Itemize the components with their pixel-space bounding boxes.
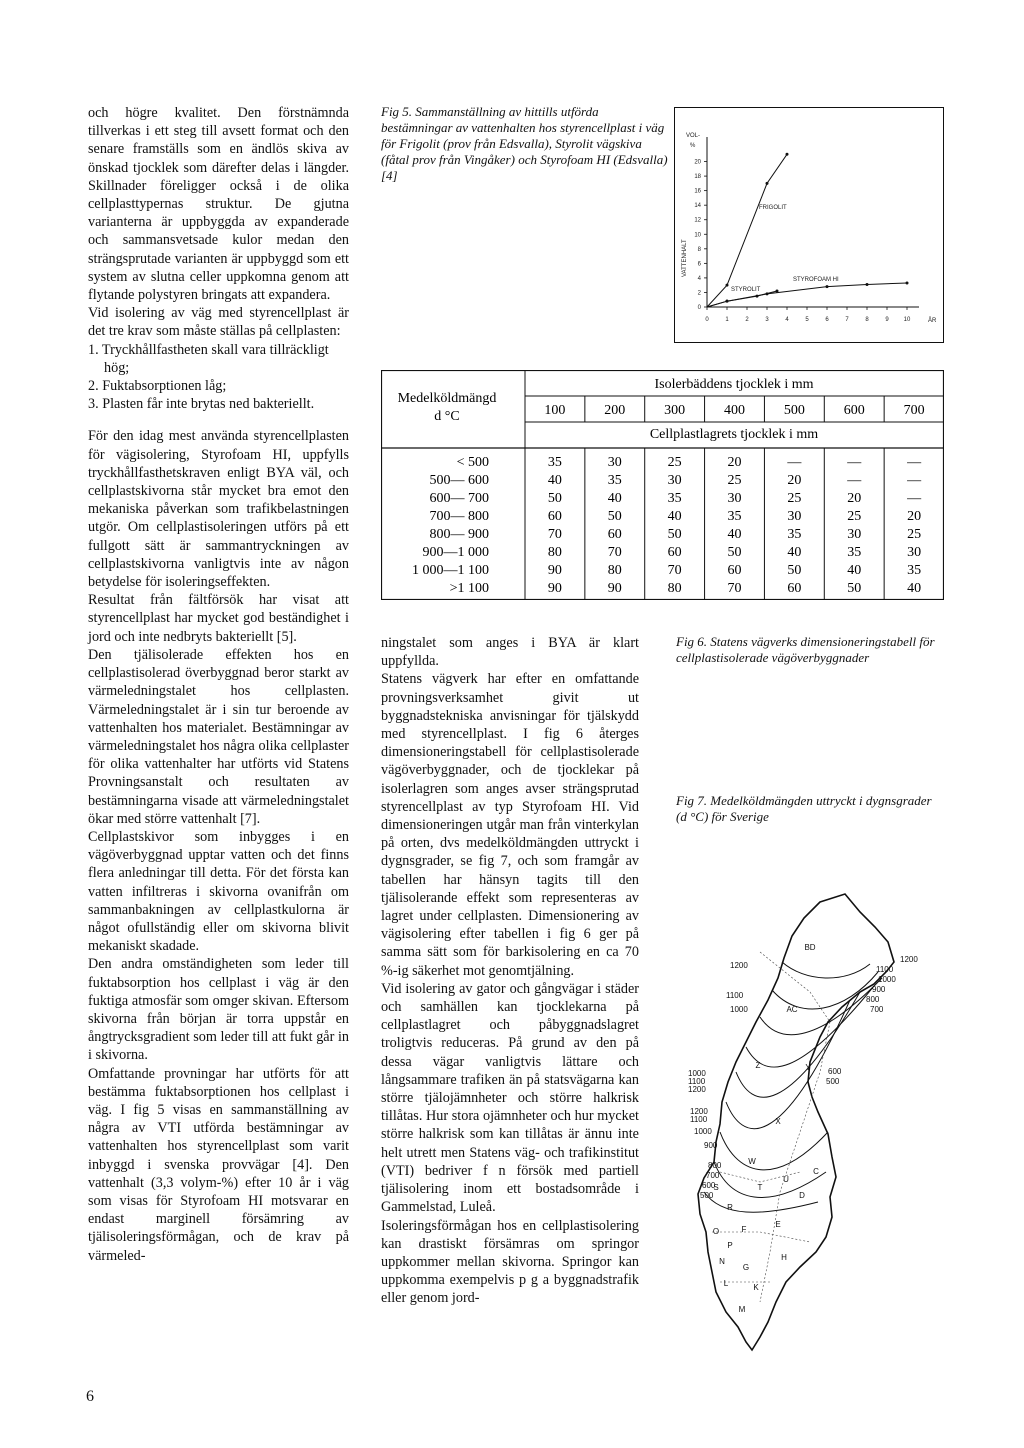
- y-axis-label: VATTENHALT: [682, 239, 688, 277]
- column-header: 700: [903, 403, 925, 418]
- paragraph: Resultat från fältförsök har visat att styrencellplast har mycket god beständighet i jord och inte nedbryts bakteriellt [5].: [88, 592, 349, 645]
- paragraph: Vid isolering av väg med styrencellplast är det tre krav som måste ställas på cellplasten:: [88, 305, 349, 340]
- x-axis-unit: ÅR: [928, 318, 937, 324]
- table-cell: 35: [547, 455, 562, 470]
- x-tick-label: 7: [845, 317, 849, 323]
- isoline-label: 1000: [878, 975, 896, 984]
- table-cell: 80: [547, 545, 562, 560]
- isoline-label: 800: [866, 995, 880, 1004]
- data-point: [776, 290, 779, 293]
- row-label: 600— 700: [429, 491, 489, 506]
- table-cell: 50: [727, 545, 742, 560]
- table-cell: —: [907, 455, 922, 470]
- isoline-label: 1100: [690, 1115, 708, 1124]
- table-cell: 70: [727, 581, 742, 596]
- table-cell: 40: [727, 527, 742, 542]
- isoline-label: 900: [872, 985, 886, 994]
- region-label: P: [727, 1241, 733, 1250]
- row-label: 700— 800: [429, 509, 489, 524]
- row-label: 800— 900: [429, 527, 489, 542]
- table-cell: 35: [667, 491, 682, 506]
- table-cell: —: [907, 473, 922, 488]
- left-column: [88, 104, 349, 1265]
- isoline-label: 1000: [694, 1127, 712, 1136]
- paragraph: Omfattande provningar har utförts för att bestämma fuktabsorptionen hos cellplast i väg. I fig 5 visas en sammanställning av några av VTI utförda bestämningar av vattenhalten hos styrencellplast som varit inbyggd i svenska provvägar [4]. Den vattenhalt (3,3 volym-%) efter 10 år i väg som visas för Styrofoam HI motsvarar en endast marginell försämring av tjälisoleringsförmågan, och de krav på värmeled-: [88, 1065, 349, 1264]
- series-group: [707, 153, 909, 307]
- table-cell: 20: [847, 491, 862, 506]
- column-header: 400: [724, 403, 745, 418]
- paragraph: Den andra omständigheten som leder till fuktabsorption hos cellplast i väg är den fuktiga atmosfär som omger skivan. Eftersom skivorna från början är torra uppstår en ångtrycksgradient som leder till att fukt går in i skivorna.: [88, 956, 349, 1064]
- isoline-label: 1000: [730, 1005, 748, 1014]
- table-cell: 20: [907, 509, 922, 524]
- table-cell: 30: [667, 473, 682, 488]
- data-point: [906, 282, 909, 285]
- table-cell: 35: [607, 473, 622, 488]
- table-cell: 25: [907, 527, 922, 542]
- y-tick-label: 16: [694, 188, 701, 195]
- series-label: STYROLIT: [731, 287, 761, 293]
- table-cell: 60: [787, 581, 802, 596]
- region-label: O: [712, 1227, 720, 1236]
- list-item: 1. Tryckhållfastheten skall vara tillräckligt hög;: [88, 341, 329, 376]
- column-header: 100: [544, 403, 566, 418]
- row-label: 1 000—1 100: [412, 563, 489, 578]
- fig5-caption: Fig 5. Sammanställning av hittills utförda bestämningar av vattenhalten hos styrencellplast i väg för Frigolit (prov från Edsvalla), Styrolit vägskiva (fåtal prov från Vingåker) och Styrofoam HI (Edsvalla) [4]: [381, 104, 668, 183]
- isoline-label: 1200: [688, 1085, 706, 1094]
- table-cell: 40: [547, 473, 562, 488]
- y-tick-label: 6: [697, 261, 701, 268]
- dimensioning-table: [381, 370, 944, 600]
- table-rows: [412, 455, 922, 596]
- tick-group: [694, 160, 911, 323]
- middle-column: [381, 634, 639, 1308]
- y-tick-label: 14: [694, 203, 701, 210]
- data-point: [726, 300, 729, 303]
- x-tick-label: 0: [705, 317, 709, 323]
- table-cell: —: [847, 455, 862, 470]
- column-header: 500: [783, 403, 805, 418]
- x-tick-label: 6: [825, 317, 829, 323]
- column-header: 200: [604, 403, 626, 418]
- y-tick-label: 10: [694, 232, 701, 239]
- isoline-label: 800: [708, 1161, 722, 1170]
- region-label: R: [727, 1203, 733, 1212]
- isoline-label: 1100: [688, 1077, 706, 1086]
- isoline-label: 1100: [876, 965, 894, 974]
- paragraph: Vid isolering av gator och gångvägar i städer och samhällen kan tjocklekarna på cellplastlagret och påbyggnadslagret troligtvis reduceras. På grund av den på dessa vägar vanligtvis lättare och långsammare trafiken än på statsvägarna kan större tjälojämnheter och större halkrisk tillåtas. Hur stora ojämnheter och hur mycket större halkrisk som kan tillåtas är ännu inte helt utrett men Statens väg- och trafikinstitut (VTI) bedriver f n försök med partiell tjälisolering inom ett bostadsområde i Gammelstad, Luleå.: [381, 980, 639, 1216]
- region-label: E: [775, 1220, 781, 1229]
- region-label: M: [738, 1305, 746, 1314]
- region-label: N: [719, 1257, 725, 1266]
- region-label: AC: [786, 1005, 798, 1014]
- column-header: 600: [843, 403, 865, 418]
- row-header-unit: d °C: [434, 409, 460, 424]
- y-tick-label: 4: [697, 275, 701, 282]
- paragraph: Statens vägverk har efter en omfattande provningsverksamhet givit ut byggnadstekniska anvisningar för tjälskydd med styrencellplast. I fig 6 återges dimensioneringstabell för cellplastisolerade vägöverbyggnader, och de tjocklekar på isolerlagren som anges avser strängsprutad styrencellplast av typ Styrofoam HI. Vid dimensioneringen utgår man från vinterkylan på orten, dvs medelköldmängden uttryckt i dygnsgrader, se fig 7, och som framgår av tabellen har hänsyn tagits till den tjälisolerande effekt som representeras av lagret under cellplasten. Dimensionering av vägisolering efter tabellen i fig 6 ger på samma sätt som för barkisolering en ca 70 %-ig säkerhet mot genomtjälning.: [381, 671, 639, 979]
- x-tick-label: 9: [885, 317, 889, 323]
- fig5-chart: [674, 107, 944, 343]
- requirements-list: [88, 341, 349, 414]
- isoline-label: 500: [700, 1191, 714, 1200]
- y-unit-bottom: %: [690, 143, 696, 149]
- region-label: S: [713, 1183, 719, 1192]
- sweden-map: [660, 872, 950, 1362]
- y-tick-label: 2: [697, 290, 701, 297]
- table-cell: 35: [727, 509, 742, 524]
- isoline-label: 1100: [726, 991, 744, 1000]
- region-label: Z: [755, 1061, 761, 1070]
- table-cell: 90: [607, 581, 622, 596]
- fig6-caption: Fig 6. Statens vägverks dimensioneringstabell för cellplastisolerade vägöverbyggnader: [676, 634, 935, 665]
- table-cell: 80: [607, 563, 622, 578]
- table-cell: 60: [667, 545, 682, 560]
- isoline-label: 600: [828, 1067, 842, 1076]
- paragraph: och högre kvalitet. Den förstnämnda tillverkas i ett steg till avsett format och den senare framställs som en ändlös skiva av önskad tjocklek som därefter delas i längder. Skillnader föreligger också i de olika cellplasttypernas struktur. De gjutna varianterna är uppbyggda av expanderade och sammansvetsade kulor medan den strängsprutade varianten är uppbyggd som ett system av slutna celler uppkomna genom att flytande polystyren bringats att expandera.: [88, 105, 349, 304]
- table-cell: 90: [547, 581, 562, 596]
- table-cell: 40: [607, 491, 622, 506]
- column-header: 300: [664, 403, 686, 418]
- series-label: FRIGOLIT: [759, 204, 787, 211]
- table-cell: 60: [547, 509, 562, 524]
- list-item: 3. Plasten får inte brytas ned bakteriellt.: [88, 396, 315, 413]
- data-point: [766, 182, 769, 185]
- table-cell: 90: [547, 563, 562, 578]
- table-cell: —: [907, 491, 922, 506]
- isoline-label: 1200: [690, 1107, 708, 1116]
- fig7-caption: Fig 7. Medelköldmängden uttryckt i dygnsgrader (d °C) för Sverige: [676, 793, 932, 824]
- table-cell: 50: [847, 581, 862, 596]
- isoline-label: 600: [702, 1181, 716, 1190]
- table-cell: 30: [907, 545, 922, 560]
- table-cell: 35: [787, 527, 802, 542]
- table-cell: 40: [907, 581, 922, 596]
- table-cell: 40: [847, 563, 862, 578]
- table-cell: 70: [547, 527, 562, 542]
- data-point: [766, 292, 769, 295]
- table-cell: 50: [547, 491, 562, 506]
- x-tick-label: 5: [805, 317, 809, 323]
- page-number: 6: [86, 1388, 94, 1405]
- table-cell: 50: [787, 563, 802, 578]
- table-cell: 60: [607, 527, 622, 542]
- table-cell: 25: [787, 491, 802, 506]
- isoline-label: 1200: [730, 961, 748, 970]
- series-label: STYROFOAM HI: [793, 276, 839, 283]
- region-label: K: [753, 1283, 759, 1292]
- table-cell: 30: [847, 527, 862, 542]
- isoline-label: 1200: [900, 955, 918, 964]
- table-cell: 70: [667, 563, 682, 578]
- map-labels: [688, 943, 918, 1314]
- region-label: H: [781, 1253, 787, 1262]
- table-cell: 30: [607, 455, 622, 470]
- table-cell: 25: [667, 455, 682, 470]
- top-header: Isolerbäddens tjocklek i mm: [654, 377, 814, 392]
- region-label: X: [775, 1117, 781, 1126]
- data-point: [826, 285, 829, 288]
- table-cell: 25: [847, 509, 862, 524]
- row-label: < 500: [456, 455, 489, 470]
- x-tick-label: 1: [725, 317, 729, 323]
- y-tick-label: 8: [697, 246, 701, 253]
- y-tick-label: 20: [694, 159, 701, 166]
- list-item: 2. Fuktabsorptionen låg;: [88, 378, 227, 395]
- region-label: D: [799, 1191, 805, 1200]
- table-cell: 50: [667, 527, 682, 542]
- table-cell: 70: [607, 545, 622, 560]
- region-label: BD: [804, 943, 816, 952]
- row-header: Medelköldmängd: [397, 391, 497, 406]
- data-point: [866, 283, 869, 286]
- data-point: [726, 284, 729, 287]
- y-tick-label: 0: [697, 305, 701, 311]
- x-tick-label: 4: [785, 317, 789, 323]
- table-cell: 80: [667, 581, 682, 596]
- isoline-label: 500: [826, 1077, 840, 1086]
- table-cell: —: [847, 473, 862, 488]
- isoline-label: 900: [704, 1141, 718, 1150]
- region-label: C: [813, 1167, 819, 1176]
- table-cell: 30: [787, 509, 802, 524]
- table-cell: 40: [787, 545, 802, 560]
- x-tick-label: 3: [765, 317, 769, 323]
- paragraph: ningstalet som anges i BYA är klart uppfyllda.: [381, 635, 639, 670]
- x-tick-label: 2: [745, 317, 749, 323]
- y-tick-label: 12: [694, 217, 701, 224]
- table-cell: 50: [607, 509, 622, 524]
- region-label: F: [741, 1225, 747, 1234]
- row-label: 900—1 000: [422, 545, 489, 560]
- paragraph: Cellplastskivor som inbygges i en vägöverbyggnad upptar vatten och det finns flera anledningar till detta. För det första kan vatten infiltreras i skivorna ovanifrån om sammanbakningen av cellplastkulorna är något ofullständig eller om skivorna blivit mekaniskt skadade.: [88, 828, 349, 955]
- y-unit-top: VOL-: [686, 133, 701, 139]
- region-label: Y: [805, 1063, 811, 1072]
- table-cell: 20: [727, 455, 742, 470]
- table-cell: 20: [787, 473, 802, 488]
- table-cell: 35: [847, 545, 862, 560]
- table-cell: 25: [727, 473, 742, 488]
- table-cell: 40: [667, 509, 682, 524]
- sub-header: Cellplastlagrets tjocklek i mm: [649, 427, 819, 442]
- table-cell: —: [787, 455, 802, 470]
- region-label: G: [742, 1263, 750, 1272]
- series-line-frigolit: [707, 154, 787, 307]
- region-label: W: [748, 1157, 756, 1166]
- region-label: T: [757, 1183, 763, 1192]
- paragraph: För den idag mest använda styrencellplasten för vägisolering, Styrofoam HI, uppfylls tryckhållfasthetskraven enligt BYA väl, och cellplastskivorna står mycket bra emot den mekaniska påverkan som trafikbelastningen utgör. Om cellplastisoleringen utförs på ett fullgott sätt är sammantryckningen av cellplastskivorna vanligtvis inte av någon betydelse för isoleringseffekten.: [88, 428, 349, 591]
- paragraph: Isoleringsförmågan hos en cellplastisolering kan drastiskt försämras om springor uppkommer mellan skivorna. Springor kan uppkomma exempelvis p g a byggnadstrafik eller genom jord-: [381, 1217, 639, 1307]
- x-tick-label: 8: [865, 317, 869, 323]
- paragraph: Den tjälisolerade effekten hos en cellplastisolerad överbyggnad beror starkt av värmeledningstalet hos cellplasten. Värmeledningstalet är i sin tur beroende av vattenhalten hos materialet. Bestämningar av värmeledningstalet hos några olika cellplaster för olika vattenhalter har utförts vid Statens Provningsanstalt och resultaten av bestämningarna visade att värmeledningstalet ökar med större vattenhalt [7].: [88, 646, 349, 827]
- isoline-label: 1000: [688, 1069, 706, 1078]
- x-tick-label: 10: [903, 317, 911, 323]
- isoline-label: 700: [870, 1005, 884, 1014]
- row-label: 500— 600: [429, 473, 489, 488]
- table-cell: 60: [727, 563, 742, 578]
- region-label: U: [783, 1175, 789, 1184]
- isoline-label: 700: [706, 1171, 720, 1180]
- table-cell: 35: [907, 563, 922, 578]
- table-cell: 30: [727, 491, 742, 506]
- data-point: [786, 153, 789, 156]
- region-label: L: [723, 1279, 729, 1288]
- y-tick-label: 18: [694, 174, 701, 181]
- row-label: >1 100: [449, 581, 489, 596]
